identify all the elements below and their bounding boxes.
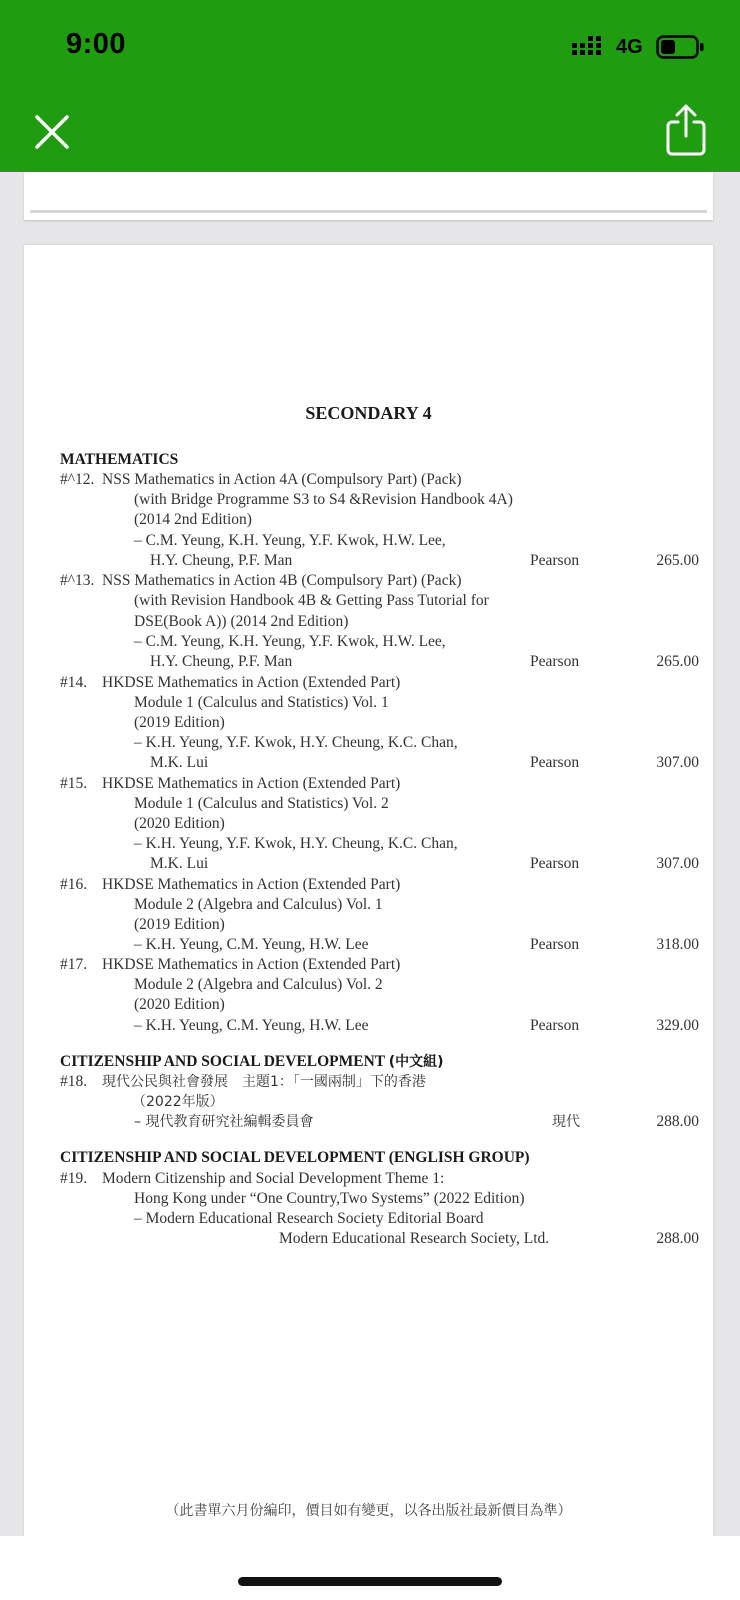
entry-author: H.Y. Cheung, P.F. Man [150,552,293,569]
entry-publisher: Pearson [530,754,580,771]
page-heading: SECONDARY 4 [305,403,432,423]
footer-note: （此書單六月份編印，價目如有變更，以各出版社最新價目為準） [165,1503,572,1519]
entry-author: – K.H. Yeung, Y.F. Kwok, H.Y. Cheung, K.C. Chan, [134,734,458,751]
entry-line: Modern Citizenship and Social Development Theme 1: [102,1170,445,1187]
entry-publisher: Pearson [530,552,580,569]
document-page [24,245,713,1536]
entry-author: M.K. Lui [150,754,209,771]
page-rule [30,210,707,213]
entry-publisher: 現代 [552,1114,580,1130]
entry-price: 307.00 [656,754,699,771]
entry-line: (2020 Edition) [134,996,225,1013]
entry-number: #^13. [60,572,95,589]
home-area [0,1536,740,1600]
entry-author: – C.M. Yeung, K.H. Yeung, Y.F. Kwok, H.W. Lee, [134,532,446,549]
entry-author: – Modern Educational Research Society Editorial Board [134,1210,484,1227]
entry-number: #17. [60,956,88,973]
battery-icon [656,35,706,59]
entry-line: Module 2 (Algebra and Calculus) Vol. 1 [134,896,383,913]
entry-price: 265.00 [656,653,699,670]
entry-line: DSE(Book A)) (2014 2nd Edition) [134,613,349,630]
entry-line: HKDSE Mathematics in Action (Extended Part) [102,956,401,973]
entry-line: Hong Kong under “One Country,Two Systems” (2022 Edition) [134,1190,525,1207]
status-time: 9:00 [66,28,127,60]
document-viewer[interactable] [0,172,740,1536]
entry-author: H.Y. Cheung, P.F. Man [150,653,293,670]
entry-line: (2019 Edition) [134,714,225,731]
entry-line: NSS Mathematics in Action 4B (Compulsory Part) (Pack) [102,572,462,589]
share-icon[interactable] [664,104,708,156]
entry-line: HKDSE Mathematics in Action (Extended Part) [102,876,401,893]
entry-author: – K.H. Yeung, C.M. Yeung, H.W. Lee [134,1017,369,1034]
section-title: MATHEMATICS [60,451,179,468]
entry-line: (2020 Edition) [134,815,225,832]
section-title-text: CITIZENSHIP AND SOCIAL DEVELOPMENT [60,1053,385,1070]
entry-author: – K.H. Yeung, C.M. Yeung, H.W. Lee [134,936,369,953]
section-title [60,1052,444,1072]
entry-price: 318.00 [656,936,699,953]
entry-author: – C.M. Yeung, K.H. Yeung, Y.F. Kwok, H.W. Lee, [134,633,446,650]
entry-line: (2019 Edition) [134,916,225,933]
entry-line: HKDSE Mathematics in Action (Extended Part) [102,775,401,792]
entry-number: #14. [60,674,88,691]
nav-bar [0,100,740,172]
section-title-suffix: (中文組) [388,1054,444,1070]
previous-page-edge [24,172,713,220]
home-indicator[interactable] [238,1577,502,1586]
entry-line: Module 1 (Calculus and Statistics) Vol. 1 [134,694,389,711]
entry-line: Module 2 (Algebra and Calculus) Vol. 2 [134,976,383,993]
entry-price: 307.00 [656,855,699,872]
entry-publisher: Pearson [530,936,580,953]
entry-publisher: Pearson [530,653,580,670]
entry-line: HKDSE Mathematics in Action (Extended Part) [102,674,401,691]
entry-line: (with Revision Handbook 4B & Getting Pass Tutorial for [134,592,489,609]
entry-author: – 現代教育研究社編輯委員會 [134,1114,314,1130]
entry-author: M.K. Lui [150,855,209,872]
entry-line: 現代公民與社會發展 主題1：「一國兩制」下的香港 [102,1074,426,1090]
entry-line: (with Bridge Programme S3 to S4 &Revision Handbook 4A) [134,491,513,508]
entry-price: 288.00 [656,1113,699,1130]
close-icon[interactable] [34,114,70,150]
signal-icon [572,36,606,58]
status-bar [0,0,740,100]
entry-author: – K.H. Yeung, Y.F. Kwok, H.Y. Cheung, K.C. Chan, [134,835,458,852]
entry-number: #15. [60,775,88,792]
entry-price: 288.00 [656,1230,699,1247]
network-label: 4G [616,36,643,58]
entry-publisher: Pearson [530,1017,580,1034]
entry-price: 329.00 [656,1017,699,1034]
entry-number: #18. [60,1073,88,1090]
entry-number: #19. [60,1170,88,1187]
entry-number: #16. [60,876,88,893]
entry-publisher: Pearson [530,855,580,872]
entry-line: Module 1 (Calculus and Statistics) Vol. 2 [134,795,389,812]
entry-price: 265.00 [656,552,699,569]
entry-line: NSS Mathematics in Action 4A (Compulsory Part) (Pack) [102,471,462,488]
entry-number: #^12. [60,471,95,488]
entry-publisher: Modern Educational Research Society, Ltd. [279,1230,550,1247]
entry-line: (2014 2nd Edition) [134,511,252,528]
section-title: CITIZENSHIP AND SOCIAL DEVELOPMENT (ENGLISH GROUP) [60,1149,530,1166]
entry-line: （2022年版） [132,1094,224,1110]
